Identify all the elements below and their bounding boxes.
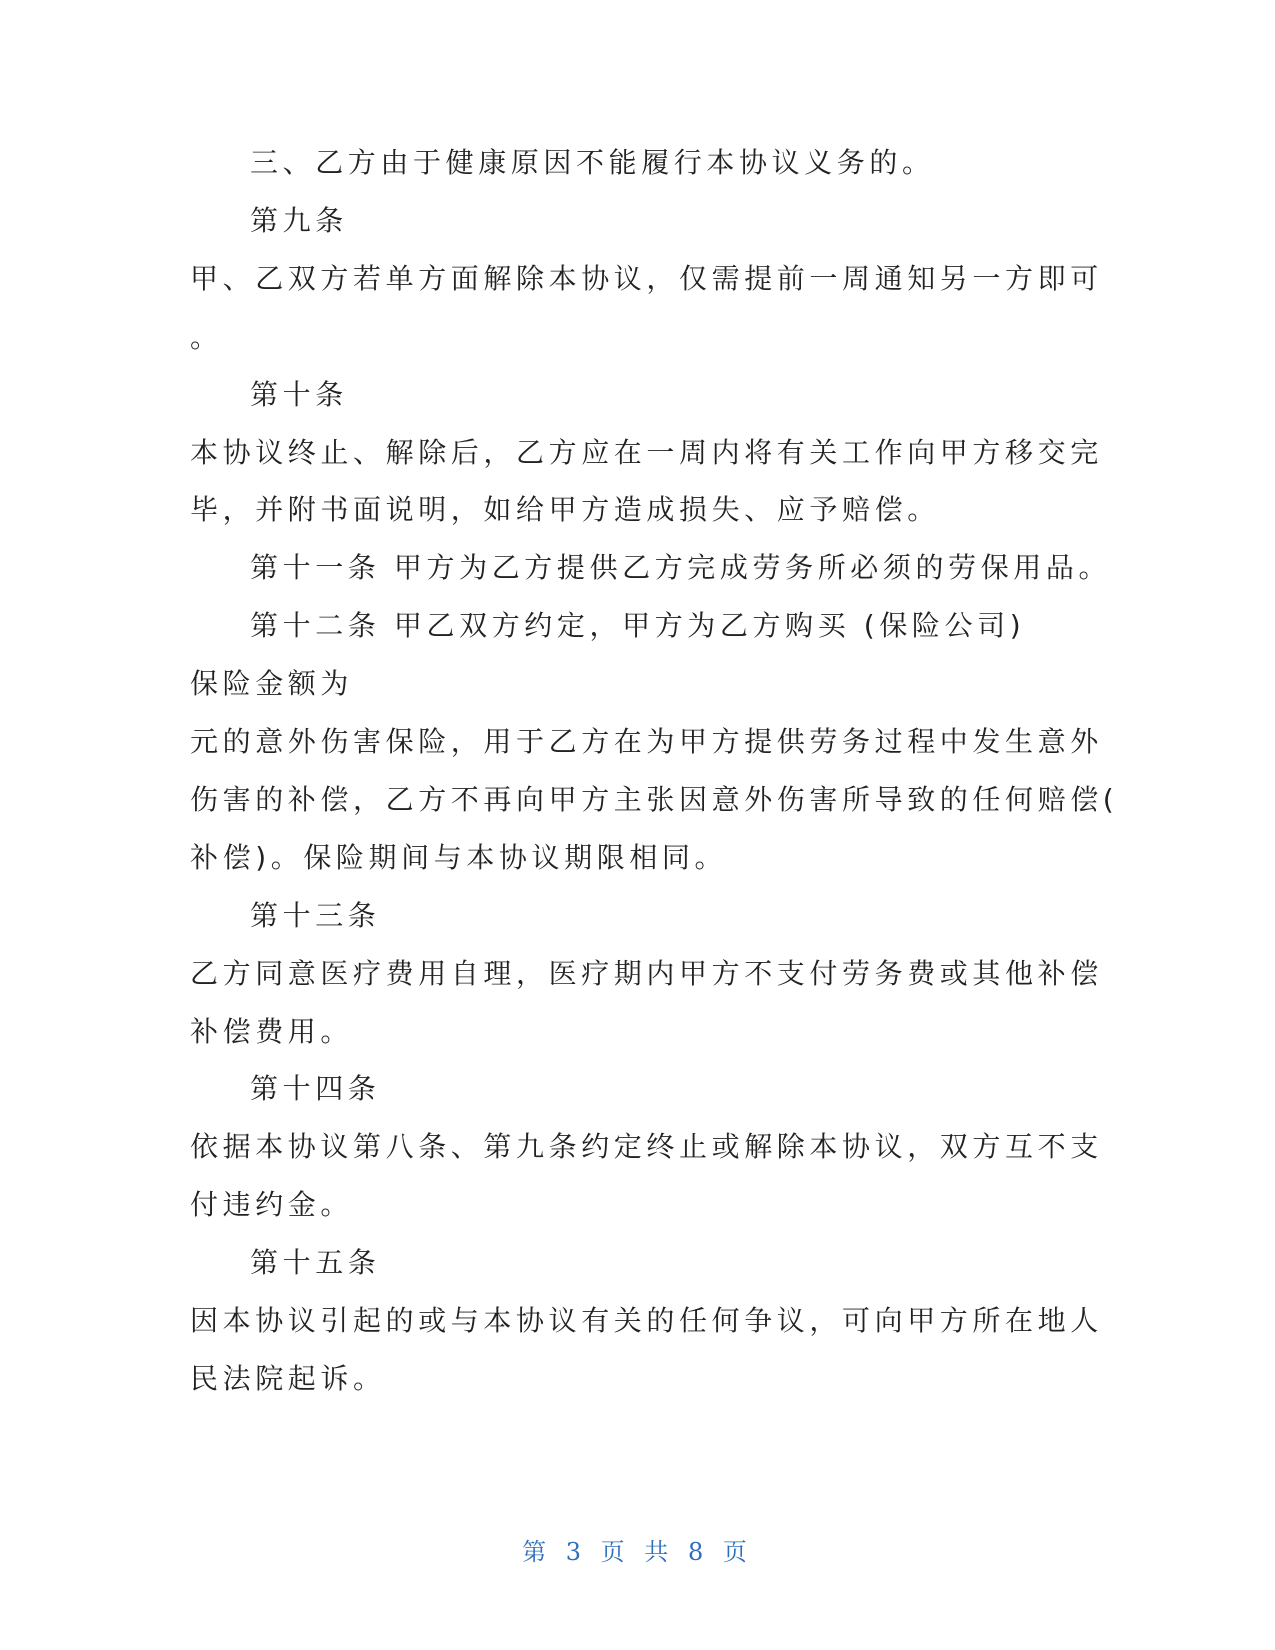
paragraph-line: 伤害的补偿，乙方不再向甲方主张因意外伤害所导致的任何赔偿( [190,783,1119,816]
paragraph-line: 付违约金。 [190,1188,354,1221]
paragraph-line: 民法院起诉。 [190,1362,386,1395]
article-heading: 第十五条 [250,1246,381,1279]
paragraph-line: 元的意外伤害保险，用于乙方在为甲方提供劳务过程中发生意外 [190,725,1103,758]
article-heading: 第十三条 [250,899,381,932]
paragraph-line: 本协议终止、解除后，乙方应在一周内将有关工作向甲方移交完 [190,436,1103,469]
paragraph-line: 三、乙方由于健康原因不能履行本协议义务的。 [250,146,935,179]
paragraph-line: 依据本协议第八条、第九条约定终止或解除本协议，双方互不支 [190,1130,1103,1163]
paragraph-line: 甲、乙双方若单方面解除本协议，仅需提前一周通知另一方即可 [190,262,1103,295]
article-heading: 第九条 [250,204,348,237]
paragraph-line: 毕，并附书面说明，如给甲方造成损失、应予赔偿。 [190,493,940,526]
paragraph-line: 第十一条 甲方为乙方提供乙方完成劳务所必须的劳保用品。 [250,551,1112,584]
paragraph-line: 补偿费用。 [190,1015,354,1048]
article-heading: 第十四条 [250,1072,381,1105]
paragraph-line: 补偿)。保险期间与本协议期限相同。 [190,841,728,874]
paragraph-line: 因本协议引起的或与本协议有关的任何争议，可向甲方所在地人 [190,1304,1103,1337]
page-number-footer: 第 3 页 共 8 页 [522,1538,753,1566]
paragraph-line: 保险金额为 [190,667,354,700]
paragraph-line: 第十二条 甲乙双方约定，甲方为乙方购买 (保险公司) [250,609,1026,642]
paragraph-line: 。 [190,321,223,354]
paragraph-line: 乙方同意医疗费用自理，医疗期内甲方不支付劳务费或其他补偿 [190,957,1103,990]
article-heading: 第十条 [250,378,348,411]
